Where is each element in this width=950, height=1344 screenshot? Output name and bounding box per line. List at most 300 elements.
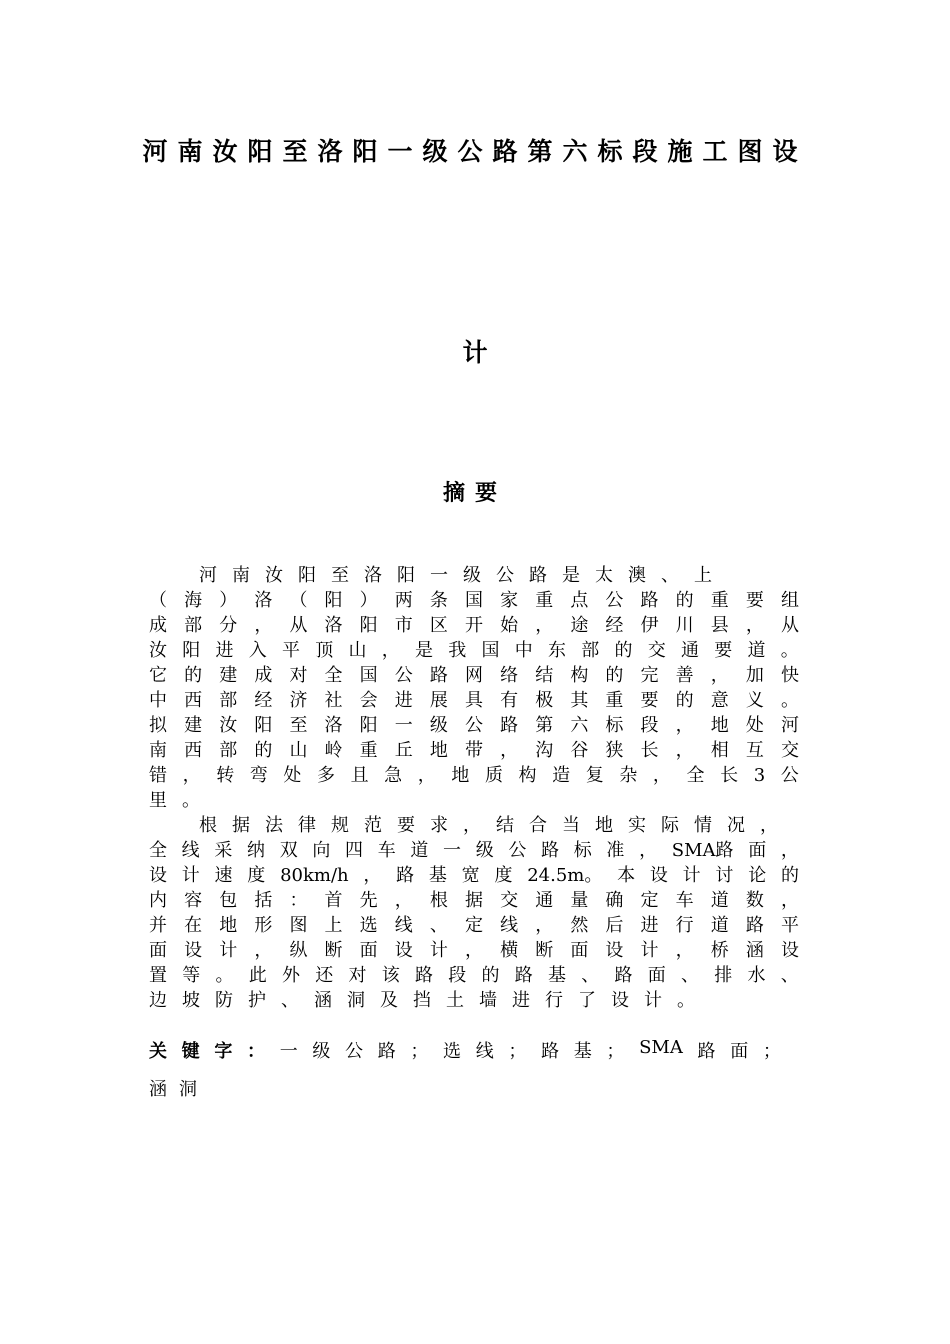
text-glyph: 际 xyxy=(661,815,679,836)
text-glyph: 构 xyxy=(518,765,537,786)
text-glyph: 设 xyxy=(184,940,203,961)
text-glyph: 纳 xyxy=(247,840,266,861)
text-glyph: 坡 xyxy=(182,990,200,1011)
text-glyph: 分 xyxy=(219,615,238,636)
text-glyph: 长 xyxy=(720,765,739,786)
text-glyph: 地 xyxy=(451,765,470,786)
text-glyph: 重 xyxy=(359,740,378,761)
document-title-line-1: 河南汝阳至洛阳一级公路第六标段施工图设 xyxy=(142,137,808,166)
text-glyph: 。 xyxy=(215,965,234,986)
text-line xyxy=(149,638,799,663)
text-glyph: ， xyxy=(363,865,382,886)
text-glyph: 洛 xyxy=(324,615,343,636)
text-glyph: 此 xyxy=(248,965,267,986)
text-glyph: 的 xyxy=(614,640,633,661)
text-glyph: 阳 xyxy=(182,640,201,661)
keyword-glyph: 一 xyxy=(279,1041,298,1062)
text-glyph: 了 xyxy=(578,990,596,1011)
text-glyph: 开 xyxy=(464,615,483,636)
text-glyph: 太 xyxy=(595,565,613,586)
text-glyph: 处 xyxy=(283,765,302,786)
text-glyph: 极 xyxy=(535,690,554,711)
text-glyph: 上 xyxy=(324,915,343,936)
text-glyph: 置 xyxy=(149,965,167,986)
text-glyph: 涵 xyxy=(745,940,764,961)
text-glyph: 要 xyxy=(397,815,415,836)
text-glyph: 阳 xyxy=(397,565,415,586)
text-glyph: 洞 xyxy=(347,990,365,1011)
text-glyph: 设 xyxy=(394,940,413,961)
abstract-body xyxy=(149,563,799,1013)
text-glyph: 成 xyxy=(254,665,273,686)
text-glyph: 加 xyxy=(745,665,764,686)
text-glyph: ， xyxy=(182,765,201,786)
abstract-heading: 摘要 xyxy=(442,481,507,506)
text-glyph: 向 xyxy=(312,840,331,861)
text-glyph: ， xyxy=(745,615,764,636)
text-glyph: 公 xyxy=(394,665,413,686)
text-glyph: 求 xyxy=(430,815,448,836)
text-line xyxy=(149,788,799,813)
text-glyph: 点 xyxy=(570,590,589,611)
text-glyph: 山 xyxy=(289,740,308,761)
text-glyph: 完 xyxy=(640,665,659,686)
text-glyph: 横 xyxy=(500,940,519,961)
text-glyph: 断 xyxy=(535,940,554,961)
text-glyph: 弯 xyxy=(249,765,268,786)
text-glyph: 义 xyxy=(745,690,764,711)
text-glyph: 据 xyxy=(464,890,483,911)
text-line xyxy=(149,713,799,738)
keywords-label-glyph: ： xyxy=(247,1041,266,1062)
text-line xyxy=(149,738,799,763)
text-line xyxy=(149,913,799,938)
text-glyph: 道 xyxy=(710,890,729,911)
text-glyph: 根 xyxy=(429,890,448,911)
text-glyph: 区 xyxy=(429,615,448,636)
text-glyph: 的 xyxy=(780,865,799,886)
text-glyph: 线 xyxy=(181,840,200,861)
text-glyph: 洛 xyxy=(254,590,273,611)
text-glyph: 定 xyxy=(464,915,483,936)
text-glyph: 其 xyxy=(570,690,589,711)
text-glyph: ， xyxy=(710,665,729,686)
text-glyph: 河 xyxy=(199,565,217,586)
text-glyph: 山 xyxy=(348,640,367,661)
keyword-glyph: 路 xyxy=(697,1041,716,1062)
text-glyph: 济 xyxy=(289,690,308,711)
text-glyph: ， xyxy=(254,615,273,636)
text-glyph: 级 xyxy=(429,715,448,736)
text-glyph: 重 xyxy=(710,590,729,611)
text-glyph: 汝 xyxy=(219,715,238,736)
text-glyph: 线 xyxy=(394,915,413,936)
text-glyph: 设 xyxy=(605,940,624,961)
text-glyph: 。 xyxy=(182,790,200,811)
text-glyph: 有 xyxy=(500,690,519,711)
keyword-glyph: 面 xyxy=(730,1041,749,1062)
text-glyph: 市 xyxy=(394,615,413,636)
text-glyph: 道 xyxy=(410,840,429,861)
text-glyph: ， xyxy=(760,815,778,836)
text-glyph: 交 xyxy=(647,640,666,661)
text-glyph: 级 xyxy=(463,565,481,586)
text-glyph: 川 xyxy=(675,615,694,636)
text-glyph: 的 xyxy=(184,665,203,686)
keywords-line xyxy=(149,1037,781,1063)
text-glyph: 错 xyxy=(149,765,167,786)
text-glyph: 计 xyxy=(644,990,662,1011)
keywords-label-glyph: 关 xyxy=(149,1041,167,1062)
text-glyph: 部 xyxy=(184,615,203,636)
text-glyph: 长 xyxy=(640,740,659,761)
text-glyph: 带 xyxy=(464,740,483,761)
text-glyph: 从 xyxy=(289,615,308,636)
text-glyph: 路 xyxy=(745,915,764,936)
text-glyph: 公 xyxy=(780,765,799,786)
text-glyph: 确 xyxy=(605,890,624,911)
text-glyph: 全 xyxy=(149,840,167,861)
keyword-glyph: 公 xyxy=(345,1041,364,1062)
text-glyph: 土 xyxy=(446,990,464,1011)
text-glyph: 对 xyxy=(348,965,367,986)
text-glyph: 计 xyxy=(682,865,701,886)
text-glyph: 重 xyxy=(535,590,554,611)
text-glyph: 准 xyxy=(606,840,625,861)
text-glyph: 河 xyxy=(780,715,799,736)
text-glyph: 进 xyxy=(640,915,659,936)
text-glyph: SMA路 xyxy=(671,840,734,861)
text-glyph: 通 xyxy=(535,890,554,911)
text-glyph: 汝 xyxy=(265,565,283,586)
text-glyph: 顶 xyxy=(315,640,334,661)
text-glyph: ， xyxy=(500,740,519,761)
text-glyph: 地 xyxy=(595,815,613,836)
text-glyph: 合 xyxy=(529,815,547,836)
text-glyph: 路 xyxy=(529,565,547,586)
text-glyph: 阳 xyxy=(298,565,316,586)
text-glyph: 质 xyxy=(484,765,503,786)
text-glyph: 展 xyxy=(429,690,448,711)
keyword-glyph: 路 xyxy=(377,1041,396,1062)
text-glyph: 宽 xyxy=(461,865,480,886)
text-glyph: 断 xyxy=(324,940,343,961)
text-glyph: 情 xyxy=(694,815,712,836)
text-glyph: 经 xyxy=(605,615,624,636)
text-glyph: 设 xyxy=(780,940,799,961)
text-glyph: 首 xyxy=(324,890,343,911)
keyword-glyph: 选 xyxy=(443,1041,462,1062)
text-glyph: ） xyxy=(359,590,378,611)
text-glyph: （ xyxy=(149,590,167,611)
text-glyph: 进 xyxy=(215,640,234,661)
text-glyph: 道 xyxy=(710,915,729,936)
text-glyph: 的 xyxy=(481,965,500,986)
text-glyph: 一 xyxy=(394,715,413,736)
keyword-glyph: 基 xyxy=(573,1041,592,1062)
text-glyph: 的 xyxy=(605,665,624,686)
text-glyph: 公 xyxy=(605,590,624,611)
text-glyph: 洛 xyxy=(364,565,382,586)
text-glyph: 要 xyxy=(714,640,733,661)
text-glyph: 标 xyxy=(573,840,592,861)
text-glyph: 快 xyxy=(780,665,799,686)
keyword-glyph: ； xyxy=(508,1041,527,1062)
text-glyph: 阳 xyxy=(324,590,343,611)
text-glyph: 是 xyxy=(415,640,433,661)
text-glyph: 建 xyxy=(219,665,238,686)
text-glyph: 、 xyxy=(429,915,448,936)
text-glyph: 家 xyxy=(500,590,519,611)
text-glyph: 它 xyxy=(149,665,167,686)
text-glyph: 造 xyxy=(552,765,571,786)
text-glyph: 是 xyxy=(562,565,580,586)
text-glyph: 组 xyxy=(780,590,799,611)
text-glyph: ， xyxy=(535,915,554,936)
text-glyph: 外 xyxy=(282,965,300,986)
text-glyph: 公 xyxy=(496,565,514,586)
text-glyph: 我 xyxy=(448,640,467,661)
text-glyph: 阳 xyxy=(359,715,378,736)
text-glyph: 阳 xyxy=(254,715,273,736)
text-glyph: 沟 xyxy=(535,740,554,761)
text-glyph: 海 xyxy=(184,590,203,611)
text-glyph: 路 xyxy=(640,590,659,611)
text-line xyxy=(149,813,799,838)
text-glyph: 还 xyxy=(315,965,334,986)
text-line xyxy=(149,763,799,788)
text-glyph: 标 xyxy=(605,715,624,736)
keywords-label-glyph: 键 xyxy=(181,1041,200,1062)
text-glyph: 采 xyxy=(214,840,233,861)
text-glyph: ， xyxy=(535,615,554,636)
keyword-glyph: 线 xyxy=(475,1041,494,1062)
text-line xyxy=(149,938,799,963)
document-title-line-2: 计 xyxy=(462,338,488,367)
text-glyph: ， xyxy=(254,940,273,961)
text-glyph: 容 xyxy=(184,890,203,911)
text-glyph: 狭 xyxy=(605,740,624,761)
text-glyph: 路 xyxy=(541,840,560,861)
text-glyph: ， xyxy=(463,815,481,836)
text-glyph: 阳 xyxy=(359,615,378,636)
text-glyph: 纵 xyxy=(289,940,308,961)
text-glyph: 先 xyxy=(359,890,378,911)
text-glyph: 对 xyxy=(289,665,308,686)
text-glyph: 。 xyxy=(780,690,799,711)
text-glyph: 全 xyxy=(686,765,705,786)
text-glyph: 设 xyxy=(649,865,668,886)
text-line xyxy=(149,963,799,988)
text-line xyxy=(149,613,799,638)
text-glyph: 伊 xyxy=(640,615,659,636)
text-glyph: 岭 xyxy=(324,740,343,761)
text-glyph: ： xyxy=(289,890,308,911)
text-glyph: 两 xyxy=(394,590,413,611)
text-glyph: ， xyxy=(381,640,400,661)
text-glyph: 后 xyxy=(605,915,624,936)
text-glyph: 本 xyxy=(617,865,636,886)
text-glyph: 设 xyxy=(149,865,167,886)
text-glyph: 交 xyxy=(780,740,799,761)
text-glyph: 东 xyxy=(548,640,566,661)
text-glyph: 计 xyxy=(429,940,448,961)
text-glyph: 路 xyxy=(500,715,519,736)
text-glyph: 丘 xyxy=(394,740,413,761)
text-glyph: 法 xyxy=(265,815,283,836)
text-glyph: 地 xyxy=(429,740,448,761)
text-line xyxy=(149,888,799,913)
text-line xyxy=(149,988,799,1013)
text-glyph: 中 xyxy=(149,690,167,711)
text-glyph: 的 xyxy=(675,590,694,611)
text-glyph: 地 xyxy=(710,715,729,736)
text-glyph: 一 xyxy=(430,565,448,586)
text-glyph: 行 xyxy=(545,990,563,1011)
text-glyph: 路 xyxy=(415,965,433,986)
text-glyph: ， xyxy=(675,740,694,761)
text-glyph: 转 xyxy=(216,765,235,786)
text-glyph: ， xyxy=(417,765,436,786)
text-glyph: 并 xyxy=(149,915,167,936)
text-glyph: （ xyxy=(289,590,308,611)
text-glyph: 防 xyxy=(215,990,233,1011)
text-glyph: 急 xyxy=(384,765,403,786)
text-glyph: 挡 xyxy=(413,990,431,1011)
text-glyph: 部 xyxy=(219,740,238,761)
text-glyph: 护 xyxy=(248,990,266,1011)
text-glyph: 及 xyxy=(380,990,398,1011)
text-glyph: 级 xyxy=(475,840,494,861)
text-glyph: 设 xyxy=(611,990,629,1011)
text-glyph: 范 xyxy=(364,815,382,836)
text-glyph: 县 xyxy=(710,615,729,636)
text-line xyxy=(149,563,799,588)
text-glyph: 路 xyxy=(429,665,448,686)
text-glyph: 度 xyxy=(247,865,266,886)
text-line xyxy=(149,588,799,613)
text-glyph: 谷 xyxy=(570,740,589,761)
text-glyph: 的 xyxy=(675,690,694,711)
keyword-glyph: ； xyxy=(606,1041,625,1062)
text-glyph: 南 xyxy=(149,740,167,761)
text-glyph: 第 xyxy=(535,715,554,736)
text-line xyxy=(149,863,799,888)
text-glyph: 相 xyxy=(710,740,729,761)
text-glyph: 拟 xyxy=(149,715,167,736)
text-glyph: 善 xyxy=(675,665,694,686)
text-glyph: 始 xyxy=(500,615,519,636)
text-glyph: ） xyxy=(219,590,238,611)
text-glyph: 。 xyxy=(677,990,695,1011)
text-glyph: 规 xyxy=(331,815,349,836)
text-glyph: 部 xyxy=(581,640,600,661)
text-glyph: 、 xyxy=(661,565,679,586)
text-glyph: 西 xyxy=(184,690,203,711)
text-glyph: 网 xyxy=(464,665,483,686)
text-glyph: 计 xyxy=(640,940,659,961)
abstract-paragraph-1 xyxy=(149,563,799,813)
text-glyph: ， xyxy=(652,765,671,786)
text-glyph: 建 xyxy=(184,715,203,736)
text-glyph: 四 xyxy=(345,840,364,861)
text-glyph: 进 xyxy=(394,690,413,711)
text-glyph: 多 xyxy=(316,765,335,786)
text-glyph: ， xyxy=(394,890,413,911)
text-glyph: 里 xyxy=(149,790,167,811)
abstract-paragraph-2 xyxy=(149,813,799,1013)
text-glyph: 通 xyxy=(681,640,699,661)
text-glyph: 面 xyxy=(359,940,378,961)
text-glyph: ， xyxy=(464,940,483,961)
text-glyph: 选 xyxy=(359,915,378,936)
text-glyph: 、 xyxy=(581,965,600,986)
text-glyph: 部 xyxy=(219,690,238,711)
text-glyph: 况 xyxy=(727,815,745,836)
text-glyph: 上 xyxy=(694,565,712,586)
text-glyph: 杂 xyxy=(619,765,638,786)
text-glyph: 面 xyxy=(149,940,167,961)
text-glyph: 成 xyxy=(149,615,167,636)
text-glyph: 洛 xyxy=(324,715,343,736)
text-glyph: ， xyxy=(675,715,694,736)
text-glyph: 路 xyxy=(396,865,415,886)
text-glyph: 律 xyxy=(298,815,316,836)
text-glyph: 计 xyxy=(181,865,200,886)
text-glyph: 互 xyxy=(745,740,764,761)
text-glyph: 络 xyxy=(500,665,519,686)
text-glyph: 当 xyxy=(562,815,580,836)
keyword-glyph: ； xyxy=(410,1041,429,1062)
text-glyph: 双 xyxy=(279,840,298,861)
text-line xyxy=(149,838,799,863)
text-glyph: 公 xyxy=(464,715,483,736)
text-glyph: 国 xyxy=(481,640,500,661)
text-glyph: 途 xyxy=(570,615,589,636)
text-glyph: 括 xyxy=(254,890,273,911)
text-glyph: 公 xyxy=(508,840,527,861)
text-glyph: ， xyxy=(639,840,658,861)
text-glyph: 形 xyxy=(254,915,273,936)
text-glyph: 80km/h xyxy=(280,865,349,886)
text-glyph: 重 xyxy=(605,690,624,711)
text-glyph: 结 xyxy=(496,815,514,836)
text-glyph: 边 xyxy=(149,990,167,1011)
text-glyph: 的 xyxy=(254,740,273,761)
text-glyph: 要 xyxy=(745,590,764,611)
text-glyph: 社 xyxy=(324,690,343,711)
text-glyph: 道 xyxy=(747,640,766,661)
text-glyph: 实 xyxy=(628,815,646,836)
text-glyph: 至 xyxy=(331,565,349,586)
text-glyph: 路 xyxy=(614,965,633,986)
text-glyph: 平 xyxy=(282,640,300,661)
text-glyph: 面 xyxy=(748,840,767,861)
text-glyph: 至 xyxy=(289,715,308,736)
text-glyph: 然 xyxy=(570,915,589,936)
text-glyph: 在 xyxy=(184,915,203,936)
text-line xyxy=(149,688,799,713)
keywords-tail: 涵洞 xyxy=(149,1079,209,1100)
text-glyph: 。 xyxy=(780,640,799,661)
text-glyph: 包 xyxy=(219,890,238,911)
text-glyph: 要 xyxy=(640,690,659,711)
text-glyph: 线 xyxy=(500,915,519,936)
text-glyph: 基 xyxy=(548,965,566,986)
text-glyph: 等 xyxy=(182,965,201,986)
text-glyph: 经 xyxy=(254,690,273,711)
text-glyph: 排 xyxy=(714,965,733,986)
